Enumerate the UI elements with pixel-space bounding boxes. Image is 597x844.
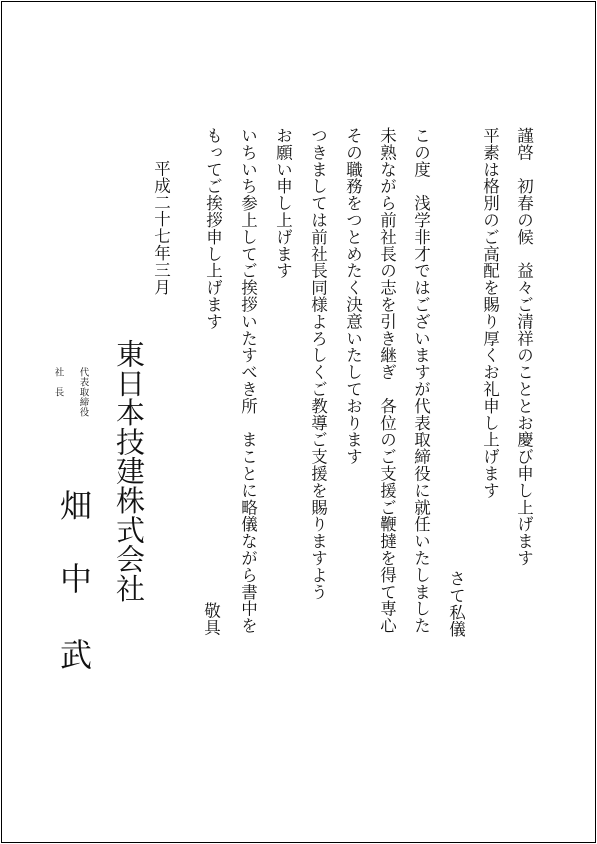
closing-keigu: 敬具 — [201, 602, 221, 636]
signer-name-middle: 中 — [55, 562, 93, 594]
letter-date: 平成二十七年三月 — [151, 160, 171, 296]
letter-line-1: 謹啓 初春の候 益々ご清祥のこととお慶び申し上げます — [514, 127, 534, 567]
company-name: 東日本技建株式会社 — [112, 339, 146, 603]
letter-line-5: 未熟ながら前社長の志を引き継ぎ 各位のご支援ご鞭撻を得て専心 — [377, 127, 397, 634]
signer-title-bottom: 社 長 — [52, 367, 64, 397]
letter-line-4: この度 浅学非才ではございますが代表取締役に就任いたしました — [411, 127, 431, 634]
letter-line-10: もってご挨拶申し上げます — [203, 127, 223, 330]
letter-line-6: その職務をつとめたく決意いたしております — [343, 127, 363, 465]
letter-line-7: つきましては前社長同様よろしくご教導ご支援を賜りますよう — [308, 127, 328, 601]
signer-name-family: 畑 — [55, 489, 93, 521]
letter-line-9: いちいち参上してご挨拶いたすべき所 まことに略儀ながら書中を — [238, 127, 258, 634]
letter-line-2: 平素は格別のご高配を賜り厚くお礼申し上げます — [480, 127, 500, 499]
letter-line-3: さて私儀 — [446, 570, 466, 638]
signer-title-top: 代表取締役 — [77, 367, 89, 417]
letter-line-8: お願い申し上げます — [273, 127, 293, 280]
letter-page — [1, 1, 596, 843]
signer-name-given: 武 — [55, 638, 93, 670]
